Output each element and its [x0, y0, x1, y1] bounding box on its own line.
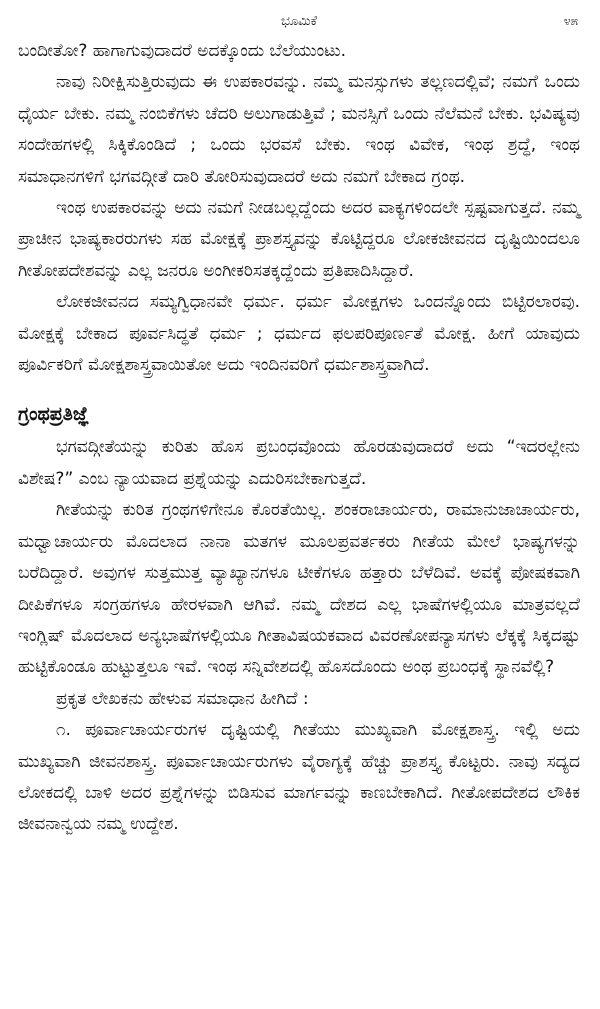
paragraph-continuation: ಬಂದೀತೋ? ಹಾಗಾಗುವುದಾದರೆ ಅದಕ್ಕೊಂದು ಬೆಲೆಯುಂಟು.: [18, 41, 347, 61]
paragraph: ಇಂಥ ಉಪಕಾರವನ್ನು ಅದು ನಮಗೆ ನೀಡಬಲ್ಲದ್ದೆಂದು ಅದರ ವಾಕ್ಯಗಳಿಂದಲೇ ಸ್ಪಷ್ಟವಾಗುತ್ತದೆ. ನಮ್ಮ ಪ್ರಾಚೀನ ಭಾಷ್ಯಕಾರರುಗಳು ಸಹ ಮೋಕ್ಷಕ್ಕೆ ಪ್ರಾಶಸ್ತ್ಯವನ್ನು ಕೊಟ್ಟಿದ್ದರೂ ಲೋಕಜೀವನದ ದೃಷ್ಟಿಯಿಂದಲೂ ಗೀತೋಪದೇಶವನ್ನು ಎಲ್ಲ ಜನರೂ ಅಂಗೀಕರಿಸತಕ್ಕದ್ದೆಂದು ಪ್ರತಿಪಾದಿಸಿದ್ದಾರೆ.: [18, 198, 580, 281]
paragraph: ಪ್ರಕೃತ ಲೇಖಕನು ಹೇಳುವ ಸಮಾಧಾನ ಹೀಗಿದೆ :: [56, 688, 309, 709]
paragraph: ಲೋಕಜೀವನದ ಸಮ್ಯಗ್ವಿಧಾನವೇ ಧರ್ಮ. ಧರ್ಮ ಮೋಕ್ಷಗಳು ಒಂದನ್ನೊಂದು ಬಿಟ್ಟಿರಲಾರವು. ಮೋಕ್ಷಕ್ಕೆ ಬೇಕಾದ ಪೂರ್ವಸಿದ್ಧತೆ ಧರ್ಮ ; ಧರ್ಮದ ಫಲಪರಿಪೂರ್ಣತೆ ಮೋಕ್ಷ. ಹೀಗೆ ಯಾವುದು ಪೂರ್ವಿಕರಿಗೆ ಮೋಕ್ಷಶಾಸ್ತ್ರವಾಯಿತೋ ಅದು ಇಂದಿನವರಿಗೆ ಧರ್ಮಶಾಸ್ತ್ರವಾಗಿದೆ.: [18, 292, 580, 376]
paragraph: ನಾವು ನಿರೀಕ್ಷಿಸುತ್ತಿರುವುದು ಈ ಉಪಕಾರವನ್ನು. ನಮ್ಮ ಮನಸ್ಸುಗಳು ತಲ್ಲಣದಲ್ಲಿವೆ; ನಮಗೆ ಒಂದು ಧೈರ್ಯ ಬೇಕು. ನಮ್ಮ ನಂಬಿಕೆಗಳು ಚೆದರಿ ಅಲುಗಾಡುತ್ತಿವೆ ; ಮನಸ್ಸಿಗೆ ಒಂದು ನೆಲೆಮನೆ ಬೇಕು. ಭವಿಷ್ಯವು ಸಂದೇಹಗಳಲ್ಲಿ ಸಿಕ್ಕಿಕೊಂಡಿದೆ ; ಒಂದು ಭರವಸೆ ಬೇಕು. ಇಂಥ ವಿವೇಕ, ಇಂಥ ಶ್ರದ್ಧೆ, ಇಂಥ ಸಮಾಧಾನಗಳಿಗೆ ಭಗವದ್ಗೀತೆ ದಾರಿ ತೋರಿಸುವುದಾದರೆ ಅದು ನಮಗೆ ಬೇಕಾದ ಗ್ರಂಥ.: [18, 72, 580, 187]
paragraph: ಗೀತೆಯನ್ನು ಕುರಿತ ಗ್ರಂಥಗಳಿಗೇನೂ ಕೊರತೆಯಿಲ್ಲ. ಶಂಕರಾಚಾರ್ಯರು, ರಾಮಾನುಜಾಚಾರ್ಯರು, ಮಧ್ವಾಚಾರ್ಯರು ಮೊದಲಾದ ನಾನಾ ಮತಗಳ ಮೂಲಪ್ರವರ್ತಕರು ಗೀತೆಯ ಮೇಲೆ ಭಾಷ್ಯಗಳನ್ನು ಬರೆದಿದ್ದಾರೆ. ಅವುಗಳ ಸುತ್ತಮುತ್ತ ವ್ಯಾಖ್ಯಾನಗಳೂ ಟೀಕೆಗಳೂ ಹತ್ತಾರು ಬೆಳೆದಿವೆ. ಅವಕ್ಕೆ ಪೋಷಕವಾಗಿ ದೀಪಿಕೆಗಳೂ ಸಂಗ್ರಹಗಳೂ ಹೇರಳವಾಗಿ ಆಗಿವೆ. ನಮ್ಮ ದೇಶದ ಎಲ್ಲ ಭಾಷೆಗಳಲ್ಲಿಯೂ ಮಾತ್ರವಲ್ಲದೆ ಇಂಗ್ಲಿಷ್ ಮೊದಲಾದ ಅನ್ಯಭಾಷೆಗಳಲ್ಲಿಯೂ ಗೀತಾವಿಷಯಕವಾದ ವಿವರಣೋಪನ್ಯಾಸಗಳು ಲೆಕ್ಕಕ್ಕೆ ಸಿಕ್ಕದಷ್ಟು ಹುಟ್ಟಿಕೊಂಡೂ ಹುಟ್ಟುತ್ತಲೂ ಇವೆ. ಇಂಥ ಸನ್ನಿವೇಶದಲ್ಲಿ ಹೊಸದೊಂದು ಅಂಥ ಪ್ರಬಂಧಕ್ಕೆ ಸ್ಥಾನವೆಲ್ಲಿ?: [18, 500, 580, 678]
running-title: ಭೂಮಿಕೆ: [281, 14, 317, 29]
numbered-paragraph: ೧. ಪೂರ್ವಾಚಾರ್ಯರುಗಳ ದೃಷ್ಟಿಯಲ್ಲಿ ಗೀತೆಯು ಮುಖ್ಯವಾಗಿ ಮೋಕ್ಷಶಾಸ್ತ್ರ. ಇಲ್ಲಿ ಅದು ಮುಖ್ಯವಾಗಿ ಜೀವನಶಾಸ್ತ್ರ. ಪೂರ್ವಾಚಾರ್ಯರುಗಳು ವೈರಾಗ್ಯಕ್ಕೆ ಹೆಚ್ಚು ಪ್ರಾಶಸ್ತ್ಯ ಕೊಟ್ಟರು. ನಾವು ಸದ್ಯದ ಲೋಕದಲ್ಲಿ ಬಾಳಿ ಅದರ ಪ್ರಶ್ನೆಗಳನ್ನು ಬಿಡಿಸುವ ಮಾರ್ಗವನ್ನು ಕಾಣಬೇಕಾಗಿದೆ. ಗೀತೋಪದೇಶದ ಲೌಕಿಕ ಜೀವನಾನ್ವಯ ನಮ್ಮ ಉದ್ದೇಶ.: [18, 720, 580, 835]
paragraph: ಭಗವದ್ಗೀತೆಯನ್ನು ಕುರಿತು ಹೊಸ ಪ್ರಬಂಧವೊಂದು ಹೊರಡುವುದಾದರೆ ಅದು “ಇದರಲ್ಲೇನು ವಿಶೇಷ?” ಎಂಬ ನ್ಯಾಯವಾದ ಪ್ರಶ್ನೆಯನ್ನು ಎದುರಿಸಬೇಕಾಗುತ್ತದೆ.: [18, 437, 580, 489]
section-heading: ಗ್ರಂಥಪ್ರತಿಜ್ಞೆ: [18, 403, 90, 426]
running-header: [18, 10, 580, 36]
page-body: [18, 36, 580, 841]
page-number: ೪೫: [563, 14, 578, 29]
